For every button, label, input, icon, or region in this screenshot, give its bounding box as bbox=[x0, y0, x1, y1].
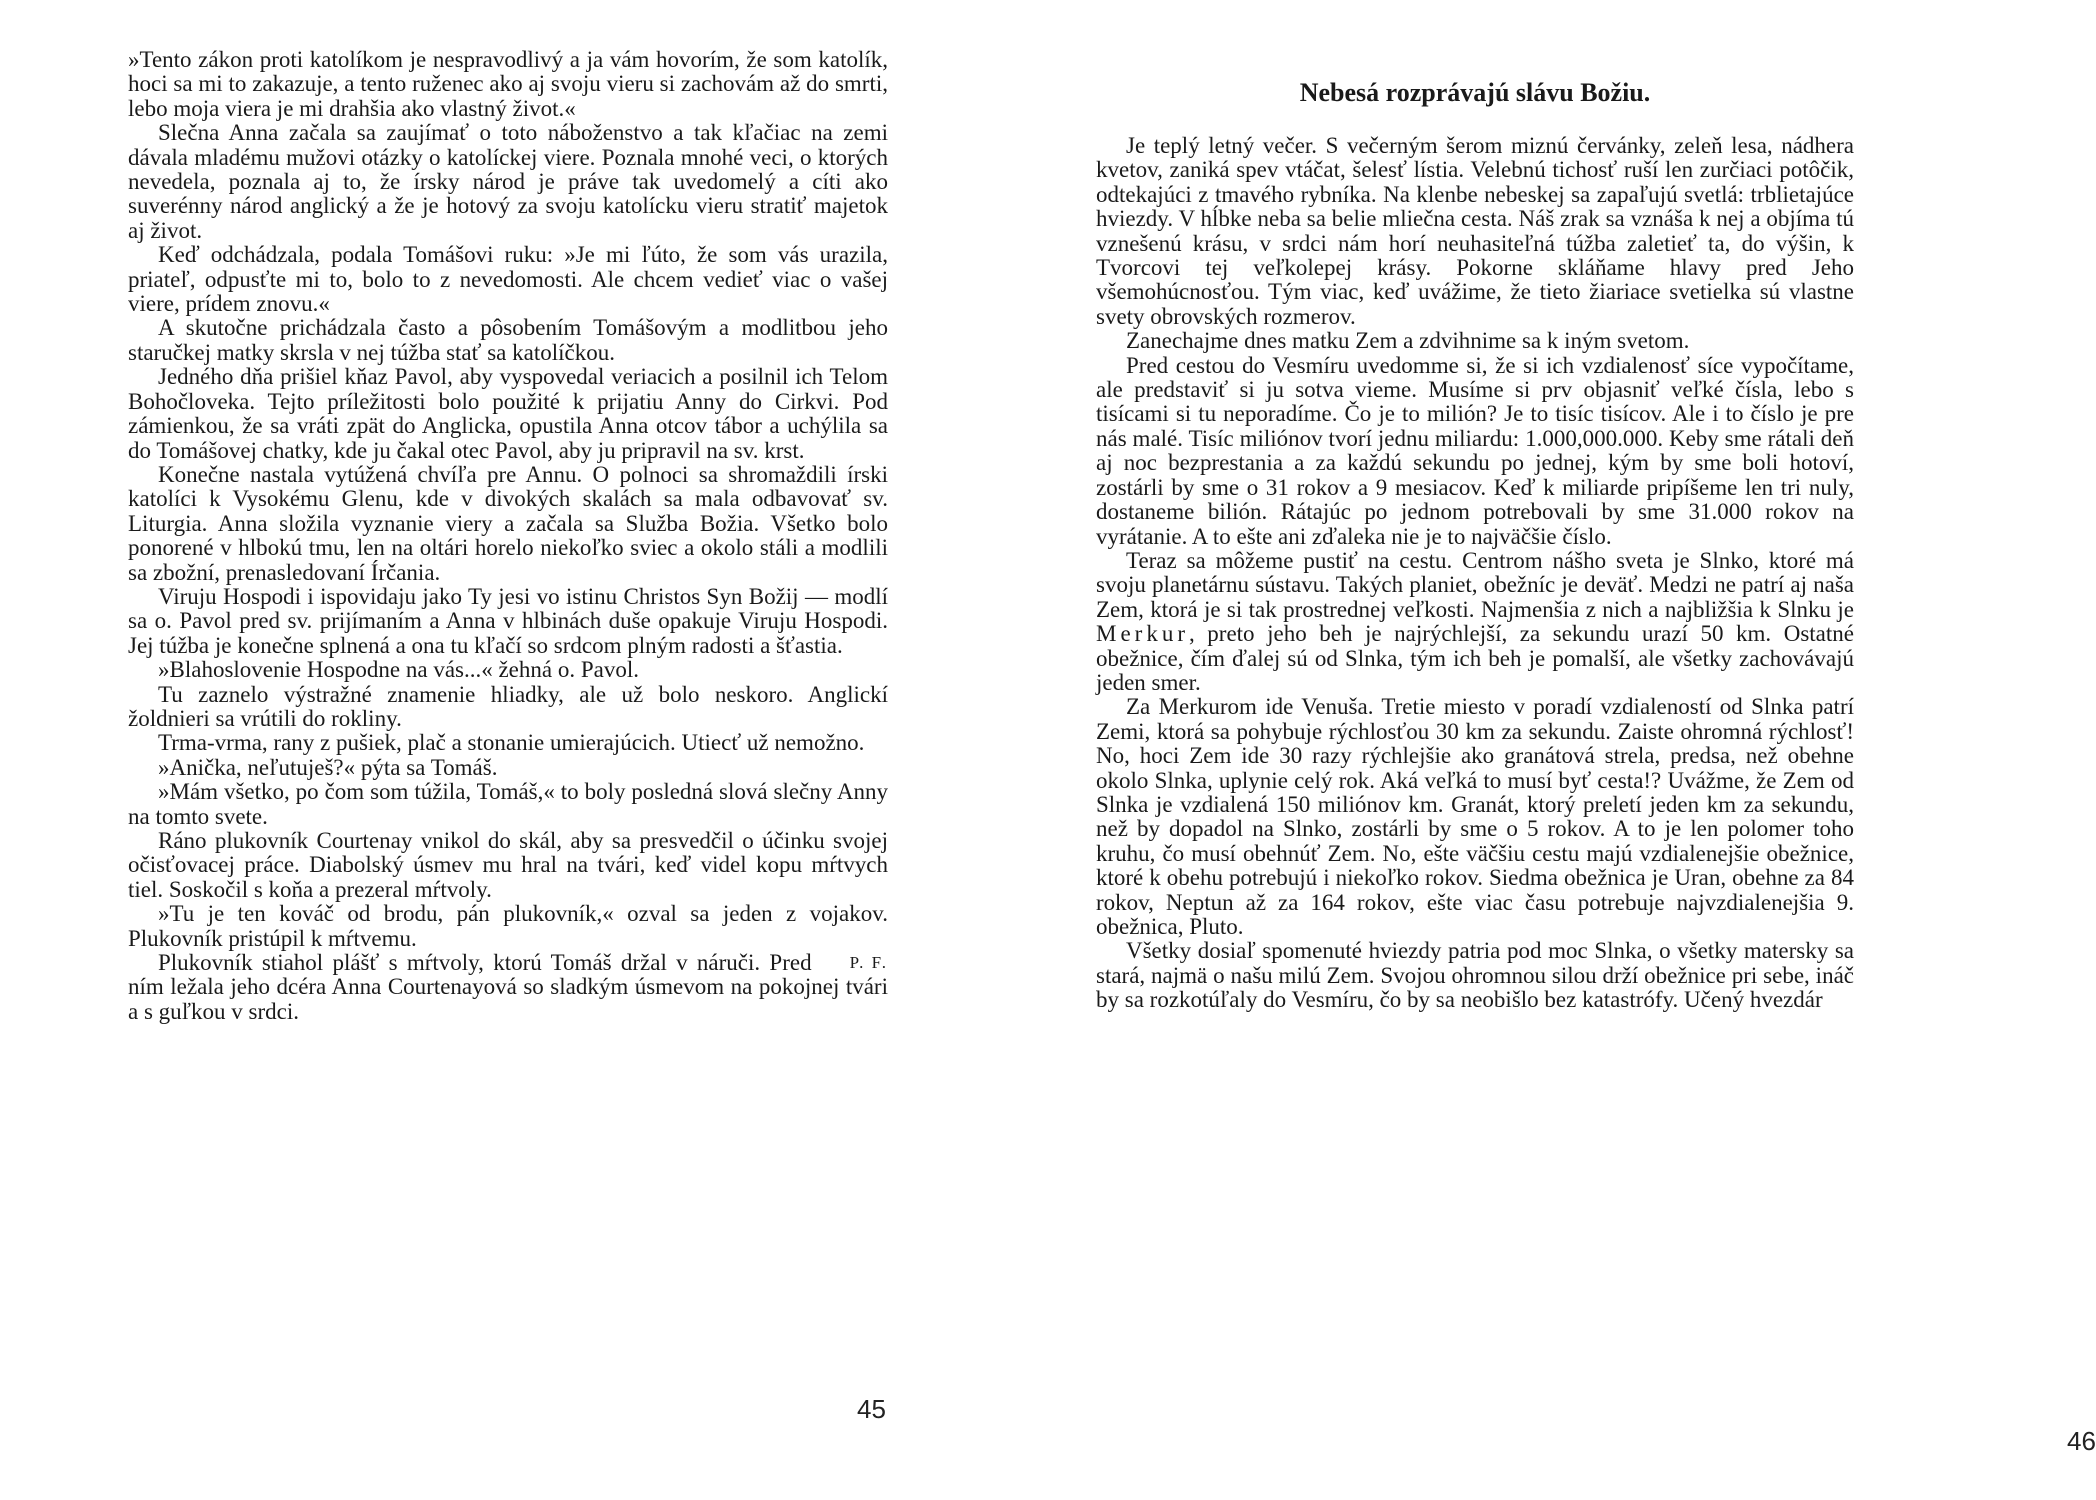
paragraph: Keď odchádzala, podala Tomášovi ruku: »Je mi ľúto, že som vás urazila, priateľ, odpusťte mi to, bolo to z nevedomosti. Ale chcem vedieť viac o vašej viere, prídem znovu.« bbox=[128, 242, 888, 317]
right-page bbox=[975, 0, 2096, 1500]
paragraph: »Blahoslovenie Hospodne na vás...« žehná o. Pavol. bbox=[158, 657, 639, 683]
left-page bbox=[0, 0, 975, 1500]
paragraph: Konečne nastala vytúžená chvíľa pre Annu. O polnoci sa shromaždili írski katolíci k Vysokému Glenu, kde v divokých skalách sa mala odbavovať sv. Liturgia. Anna složila vyznanie viery a začala sa Služba Božia. Všetko bolo ponorené v hlbokú tmu, len na oltári horelo niekoľko sviec a okolo stáli a modlili sa zbožní, prenasledovaní Írčania. bbox=[128, 461, 888, 585]
paragraph: Trma-vrma, rany z pušiek, plač a stonanie umierajúcich. Utiecť už nemožno. bbox=[158, 730, 865, 756]
paragraph: Pred cestou do Vesmíru uvedomme si, že si ich vzdialenosť síce vypočítame, ale predstaviť si ju sotva vieme. Musíme si prv objasniť veľké čísla, lebo s tisícami si tu neporadíme. Čo je to milión? Je to tisíc tisícov. Ale i to číslo je pre nás malé. Tisíc miliónov tvorí jednu miliardu: 1.000,000.000. Keby sme rátali deň aj noc bezprestania a za každú sekundu po jednej, kým by sme boli hotoví, zostárli by sme o 31 rokov a 9 mesiacov. Keď k miliarde pripíšeme len tri nuly, dostaneme bilión. Rátajúc po jednom potrebovali by sme 31.000 rokov na vyrátanie. A to ešte ani zďaleka nie je to najväčšie číslo. bbox=[1096, 352, 1854, 549]
paragraph: Jedného dňa prišiel kňaz Pavol, aby vyspovedal veriacich a posilnil ich Telom Bohočloveka. Tejto príležitosti bolo použité k prijatiu Anny do Cirkvi. Pod zámienkou, že sa vráti zpät do Anglicka, opustila Anna otcov tábor a uchýlila sa do Tomášovej chatky, kde ju čakal otec Pavol, aby ju pripravil na sv. krst. bbox=[128, 364, 888, 463]
paragraph: Tu zaznelo výstražné znamenie hliadky, ale už bolo neskoro. Anglickí žoldnieri sa vrútili do rokliny. bbox=[128, 681, 888, 731]
paragraph-text: Teraz sa môžeme pustiť na cestu. Centrom nášho sveta je Slnko, ktoré má svoju planetárnu sústavu. Takých planiet, obežníc je deväť. Medzi ne patrí aj naša Zem, ktorá je si tak prostrednej veľkosti. Najmenšia z nich a najbližšia k Slnku je bbox=[1096, 547, 1854, 622]
page-number: 46 bbox=[2067, 1426, 2096, 1456]
page-number: 45 bbox=[857, 1394, 886, 1424]
left-page-text-column bbox=[128, 48, 888, 1024]
paragraph: »Anička, neľutuješ?« pýta sa Tomáš. bbox=[158, 754, 498, 780]
paragraph: Za Merkurom ide Venuša. Tretie miesto v poradí vzdialeností od Slnka patrí Zemi, ktorá sa pohybuje rýchlosťou 30 km za sekundu. Zaiste ohromná rýchlosť! No, hoci Zem ide 30 razy rýchlejšie ako granátová strela, predsa, než obehne okolo Slnka, uplynie celý rok. Aká veľká to musí byť cesta!? Uvážme, že Zem od Slnka je vzdialená 150 miliónov km. Granát, ktorý preletí jeden km za sekundu, než by dopadol na Slnko, zostárli by sme o 5 rokov. A to je len polomer toho kruhu, čo musí obehnúť Zem. No, ešte väčšiu cestu majú vzdialenejšie obežnice, ktoré k obehu potrebujú i niekoľko rokov. Siedma obežnica je Uran, obehne za 84 rokov, Neptun až za 164 rokov, ešte viac času potrebuje najvzdialenejšia 9. obežnica, Pluto. bbox=[1096, 694, 1854, 939]
emphasized-word: Merkur bbox=[1096, 621, 1189, 647]
article-title: Nebesá rozprávajú slávu Božiu. bbox=[1299, 78, 1651, 107]
paragraph-text: , preto jeho beh je najrýchlejší, za sekundu urazí 50 km. Ostatné obežnice, čím ďalej sú od Slnka, tým ich beh je pomalší, ale všetky zachovávajú jeden smer. bbox=[1096, 621, 1854, 695]
paragraph: Zanechajme dnes matku Zem a zdvihnime sa k iným svetom. bbox=[1126, 328, 1690, 354]
paragraph: »Tu je ten kováč od brodu, pán plukovník,« ozval sa jeden z vojakov. Plukovník pristúpil k mŕtvemu. bbox=[128, 901, 888, 951]
paragraph-text: Plukovník stiahol plášť s mŕtvoly, ktorú Tomáš držal v náruči. Pred ním ležala jeho dcéra Anna Courtenayová so sladkým úsmevom na pokojnej tvári a s guľkou v srdci. bbox=[128, 950, 888, 1024]
right-page-text-column bbox=[1096, 134, 1854, 1013]
paragraph: Ráno plukovník Courtenay vnikol do skál, aby sa presvedčil o účinku svojej očisťovacej práce. Diabolský úsmev mu hral na tvári, keď videl kopu mŕtvych tiel. Soskočil s koňa a prezeral mŕtvoly. bbox=[128, 828, 888, 902]
paragraph: Slečna Anna začala sa zaujímať o toto náboženstvo a tak kľačiac na zemi dávala mladému mužovi otázky o katolíckej viere. Poznala mnohé veci, o ktorých nevedela, poznala aj to, že írsky národ je práve tak uvedomelý a cíti ako suverénny národ anglický a že je hotový za svoju katolícku vieru stratiť majetok aj život. bbox=[128, 120, 888, 243]
paragraph-planets bbox=[1096, 549, 1854, 695]
last-paragraph bbox=[128, 951, 888, 1024]
author-signature: P. F. bbox=[849, 953, 888, 973]
paragraph: Viruju Hospodi i ispovidaju jako Ty jesi vo istinu Christos Syn Božij — modlí sa o. Pavol pred sv. prijímaním a Anna v hlbinách duše opakuje Viruju Hospodi. Jej túžba je konečne splnená a ona tu kľačí so srdcom plným radosti a šťastia. bbox=[128, 583, 888, 658]
paragraph: Je teplý letný večer. S večerným šerom miznú červánky, zeleň lesa, nádhera kvetov, zaniká spev vtáčat, šelesť lístia. Velebnú tichosť ruší len zurčiaci potôčik, odtekajúci z tmavého rybníka. Na klenbe nebeskej sa zapaľujú svetlá: trblietajúce hviezdy. V hĺbke neba sa belie mliečna cesta. Náš zrak sa vznáša k nej a objíma tú vznešenú krásu, v srdci nám horí neuhasiteľná túžba zaletieť ta, do výšin, k Tvorcovi tej veľkolepej krásy. Pokorne skláňame hlavy pred Jeho všemohúcnosťou. Tým viac, keď uvážime, že tieto žiariace svetielka sú vlastne svety obrovských rozmerov. bbox=[1096, 133, 1854, 329]
paragraph: »Mám všetko, po čom som túžila, Tomáš,« to boly posledná slová slečny Anny na tomto svete. bbox=[128, 779, 888, 829]
paragraph: Všetky dosiaľ spomenuté hviezdy patria pod moc Slnka, o všetky matersky sa stará, najmä o našu milú Zem. Svojou ohromnou silou drží obežnice pri sebe, ináč by sa rozkotúľaly do Vesmíru, čo by sa neobišlo bez katastrófy. Učený hvezdár bbox=[1096, 938, 1854, 1013]
paragraph: »Tento zákon proti katolíkom je nespravodlivý a ja vám hovorím, že som katolík, hoci sa mi to zakazuje, a tento ruženec ako aj svoju vieru si zachovám až do smrti, lebo moja viera je mi drahšia ako vlastný život.« bbox=[128, 47, 888, 121]
paragraph: A skutočne prichádzala často a pôsobením Tomášovým a modlitbou jeho staručkej matky skrsla v nej túžba stať sa katolíčkou. bbox=[128, 315, 888, 365]
